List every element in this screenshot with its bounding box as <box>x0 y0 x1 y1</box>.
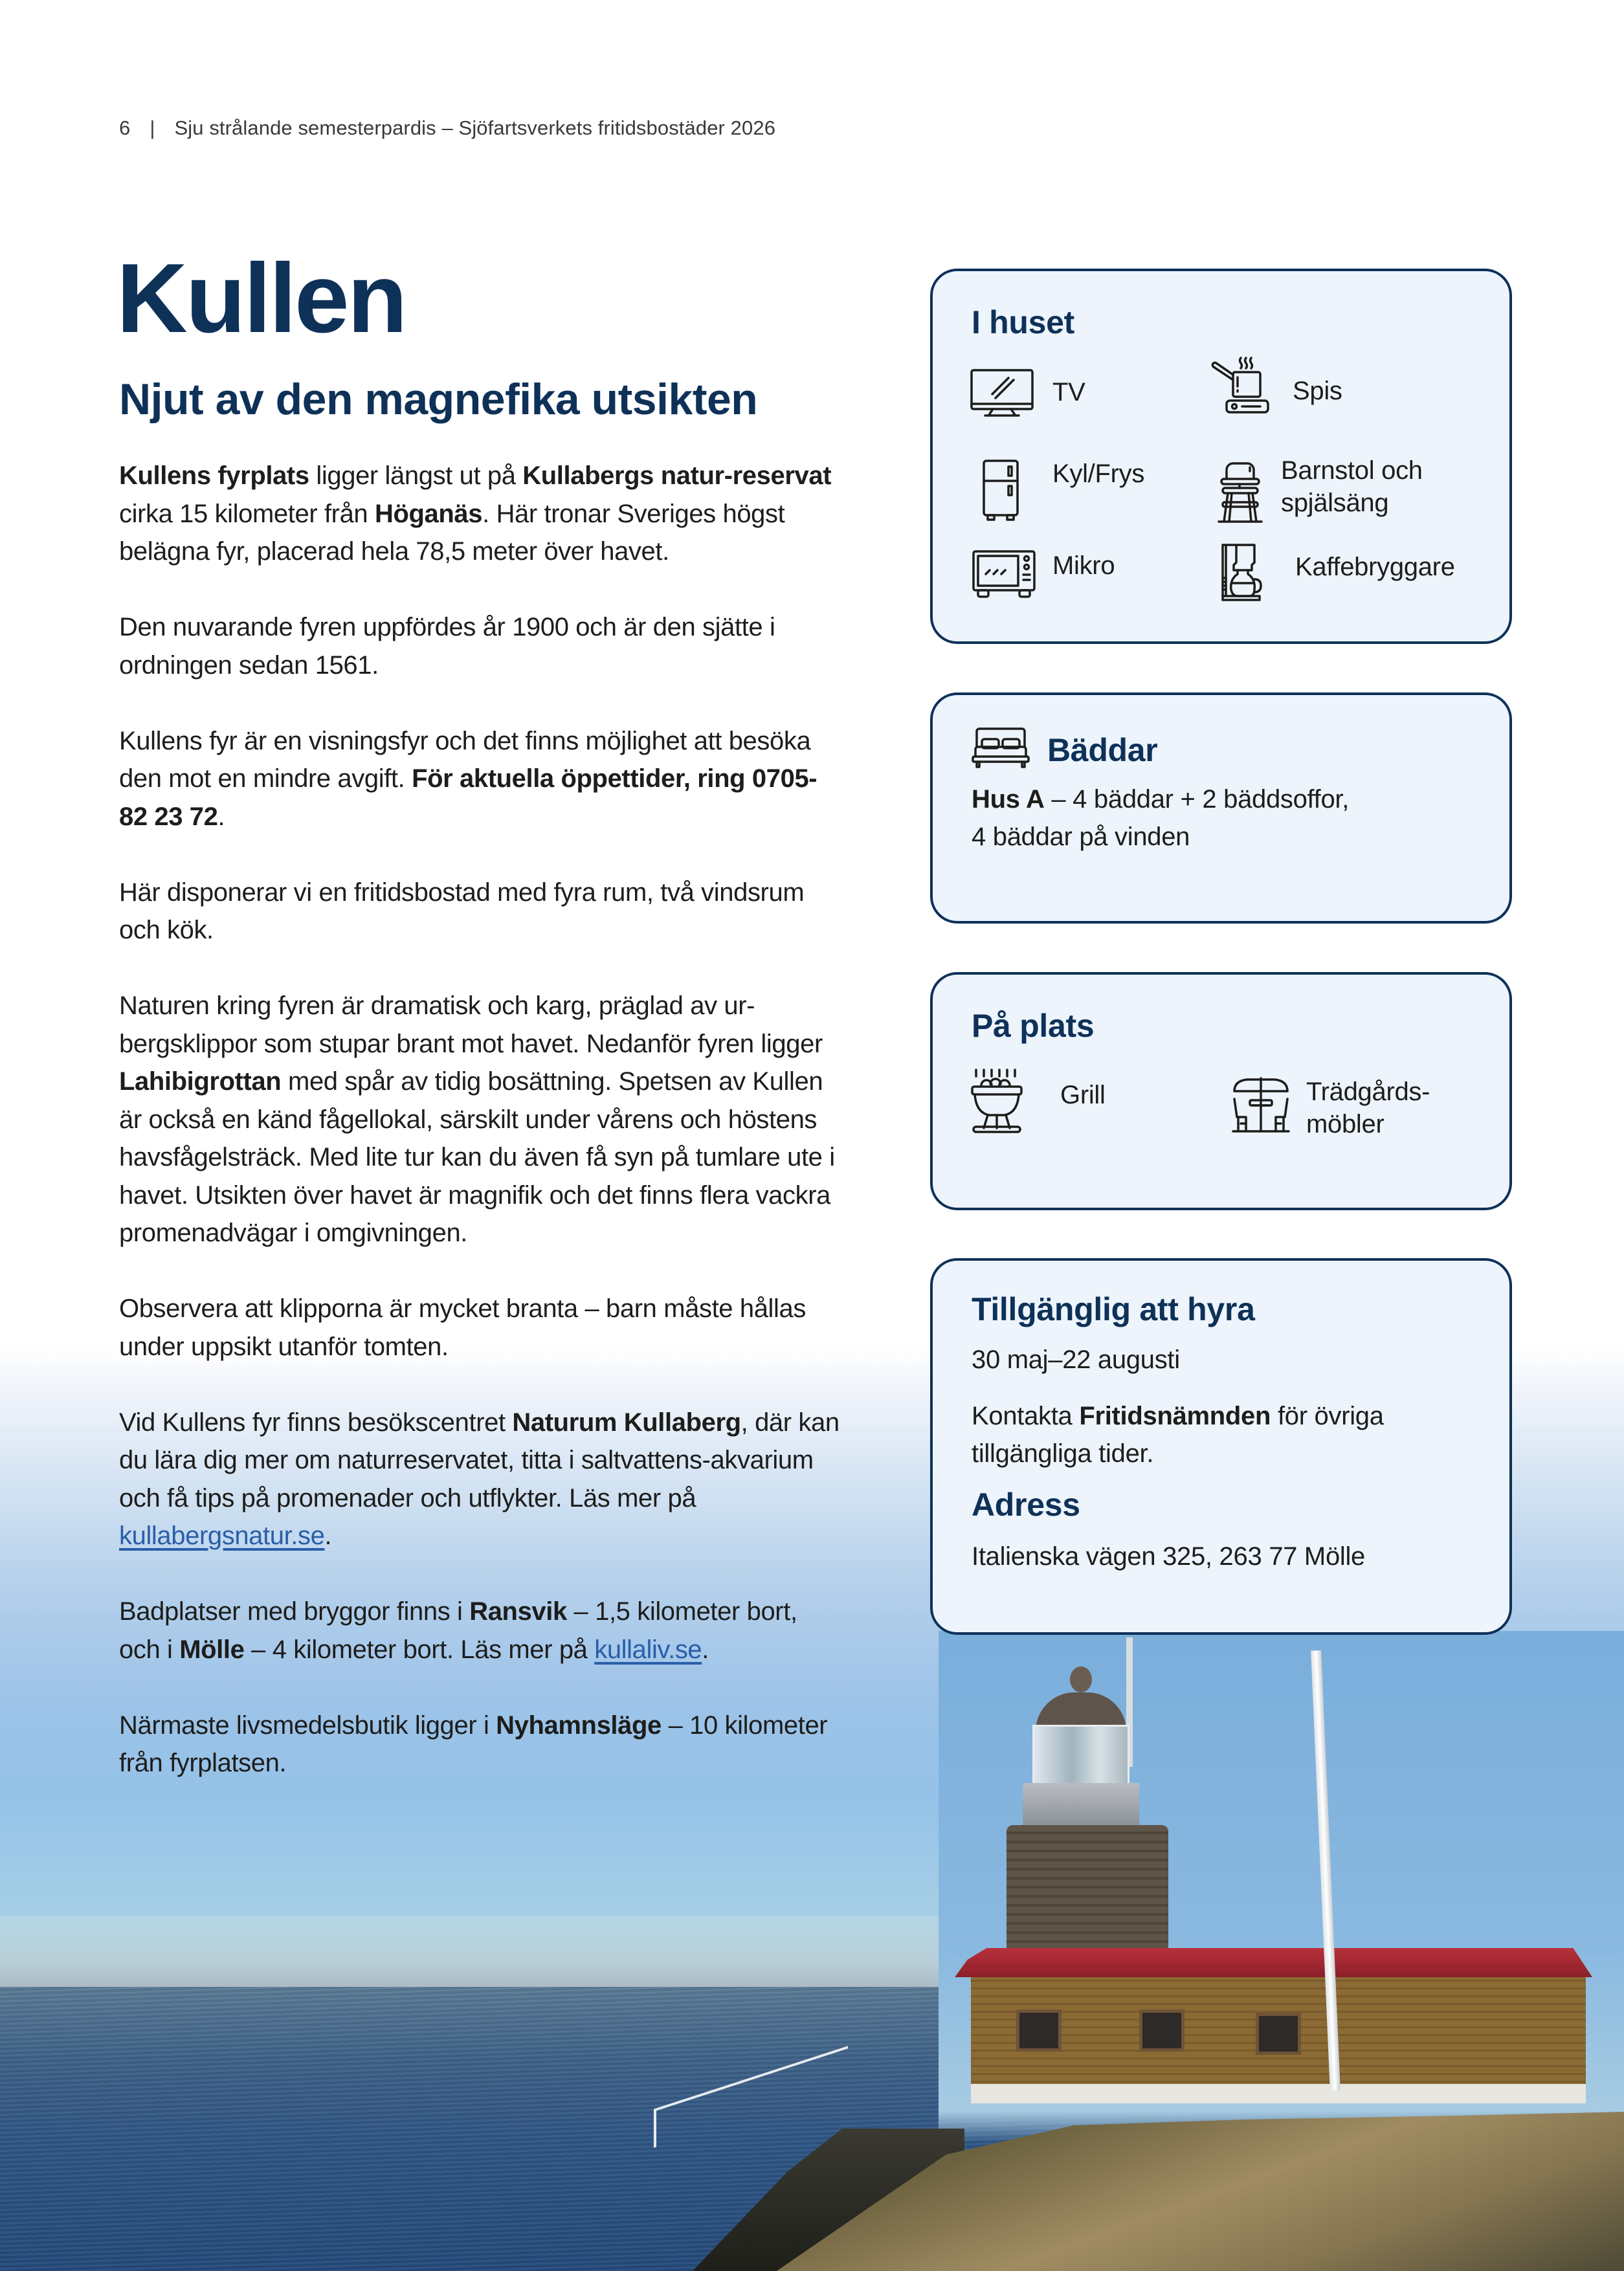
contact-info <box>972 1397 1476 1472</box>
bold-term: Höganäs <box>375 499 483 528</box>
phone-info: För aktuella öppettider, ring 0705-82 23 72 <box>119 764 818 831</box>
text: – 10 kilometer från fyrplatsen. <box>119 1711 828 1777</box>
text: . Här tronar Sveriges högst belägna fyr, placerad hela 78,5 meter över havet. <box>119 499 785 566</box>
highchair-icon <box>1218 462 1263 524</box>
garden-furniture-icon <box>1232 1077 1290 1135</box>
page-title: Kullen <box>117 243 406 353</box>
bold-term: Nyhamnsläge <box>496 1711 662 1740</box>
availability-content <box>972 1291 1476 1594</box>
card-baddar <box>930 692 1512 924</box>
running-head <box>119 116 775 140</box>
bed-icon <box>972 727 1030 770</box>
tv-icon <box>970 368 1034 420</box>
beds-description <box>972 781 1349 856</box>
house-foundation <box>971 2084 1586 2103</box>
card-heading: På plats <box>972 1008 1095 1044</box>
amenity-microwave <box>972 549 1115 601</box>
text: cirka 15 kilometer från <box>119 499 375 528</box>
fridge-icon <box>981 459 1020 524</box>
paragraph-intro <box>119 457 844 571</box>
publication-title: Sju strålande semesterpardis – Sjöfartsverkets fritidsbostäder 2026 <box>174 116 776 139</box>
text: Kontakta <box>972 1402 1080 1430</box>
text: med spår av tidig bosättning. Spetsen av Kullen är också en känd fågellokal, särskilt under vårens och höstens havsfågelsträck. Med lite tur kan du även få syn på tumlare ute i havet. Utsikten över havet är magnifik och det finns flera vackra promenadvägar i omgivningen. <box>119 1067 835 1247</box>
link-kullaliv[interactable]: kullaliv.se <box>594 1635 702 1664</box>
separator: | <box>150 116 155 139</box>
amenity-label: Trädgårds-möbler <box>1306 1078 1430 1138</box>
text: för övriga tillgängliga tider. <box>972 1402 1384 1468</box>
house-window <box>1139 2010 1185 2052</box>
amenity-grill <box>970 1069 1106 1133</box>
bold-term: Kullens fyrplats <box>119 461 309 490</box>
paragraph-history: Den nuvarande fyren uppfördes år 1900 och är den sjätte i ordningen sedan 1561. <box>119 613 775 680</box>
amenity-label: Barnstol och spjälsäng <box>1281 456 1423 517</box>
paragraph-accommodation: Här disponerar vi en fritidsbostad med fyra rum, två vindsrum och kök. <box>119 878 805 944</box>
bold-term: Mölle <box>179 1635 245 1664</box>
grill-icon <box>970 1069 1025 1133</box>
text: – 4 kilometer bort. Läs mer på <box>244 1635 595 1664</box>
lighthouse-tower <box>1007 1825 1168 1955</box>
text: – 1,5 kilometer bort, och i <box>119 1597 797 1664</box>
text: Närmaste livsmedelsbutik ligger i <box>119 1711 496 1740</box>
amenity-highchair <box>1218 456 1423 524</box>
lighthouse-photo <box>939 1631 1624 2271</box>
text: 4 bäddar på vinden <box>972 823 1190 851</box>
bold-term: Kullabergs natur-reservat <box>522 461 832 490</box>
amenity-label: Mikro <box>1052 551 1115 580</box>
bold-term: Ransvik <box>469 1597 567 1626</box>
text: . <box>702 1635 709 1664</box>
text: Badplatser med bryggor finns i <box>119 1597 470 1626</box>
text: Naturen kring fyren är dramatisk och karg, präglad av ur-bergsklippor som stupar brant mot havet. Nedanför fyren ligger <box>119 991 823 1058</box>
text: . <box>217 802 225 831</box>
paragraph-beaches <box>119 1593 844 1668</box>
card-pa-plats <box>930 972 1512 1210</box>
paragraph-naturum <box>119 1404 844 1555</box>
card-heading: I huset <box>972 304 1075 340</box>
body-text <box>119 457 844 1820</box>
amenity-tv <box>970 368 1085 420</box>
bold-term: Naturum Kullaberg <box>512 1408 741 1437</box>
paragraph-nature <box>119 987 844 1252</box>
text: . <box>324 1522 332 1550</box>
amenity-stove <box>1210 354 1342 415</box>
house-window <box>1016 2010 1062 2052</box>
text: , där kan du lära dig mer om naturreservatet, titta i saltvattens-akvarium och få tips på promenader och utflykter. Läs mer på <box>119 1408 840 1512</box>
address: Italienska vägen 325, 263 77 Mölle <box>972 1542 1366 1571</box>
stove-icon <box>1210 354 1271 415</box>
address-heading: Adress <box>972 1487 1080 1523</box>
paragraph-warning: Observera att klipporna är mycket branta – barn måste hållas under uppsikt utanför tomten. <box>119 1294 806 1361</box>
amenity-label: TV <box>1052 378 1085 406</box>
amenity-label: Grill <box>1060 1081 1106 1109</box>
text: Vid Kullens fyr finns besökscentret <box>119 1408 513 1437</box>
link-kullabergsnatur[interactable]: kullabergsnatur.se <box>119 1522 325 1550</box>
text: – 4 bäddar + 2 bäddsoffor, <box>1044 785 1350 814</box>
card-tillganglig <box>930 1258 1512 1635</box>
card-heading: Tillgänglig att hyra <box>972 1291 1255 1327</box>
amenity-garden-furniture <box>1232 1077 1430 1138</box>
page-subtitle: Njut av den magnefika utsikten <box>119 375 758 424</box>
bold-term: Lahibigrottan <box>119 1067 282 1096</box>
page-number: 6 <box>119 116 131 139</box>
house-window <box>1256 2013 1301 2055</box>
card-i-huset <box>930 269 1512 644</box>
lighthouse-lantern <box>1032 1725 1129 1786</box>
microwave-icon <box>972 549 1036 601</box>
text: Kullens fyr är en visningsfyr och det finns möjlighet att besöka den mot en mindre avgift. <box>119 726 811 793</box>
rental-dates: 30 maj–22 augusti <box>972 1346 1180 1374</box>
amenity-coffee-maker <box>1221 543 1455 601</box>
amenity-label: Kyl/Frys <box>1052 460 1145 488</box>
text: ligger längst ut på <box>309 461 523 490</box>
coffee-maker-icon <box>1221 543 1263 601</box>
amenity-fridge <box>981 459 1145 524</box>
lighthouse-gallery <box>1023 1783 1139 1828</box>
house-label: Hus A <box>972 785 1045 814</box>
paragraph-grocery <box>119 1707 844 1782</box>
paragraph-visit <box>119 722 844 836</box>
lighthouse-finial <box>1070 1667 1092 1692</box>
contact-org: Fritidsnämnden <box>1079 1402 1271 1430</box>
amenity-label: Kaffebryggare <box>1295 553 1455 581</box>
card-heading: Bäddar <box>1047 732 1158 768</box>
red-roof <box>955 1948 1592 1977</box>
amenity-label: Spis <box>1293 377 1342 405</box>
